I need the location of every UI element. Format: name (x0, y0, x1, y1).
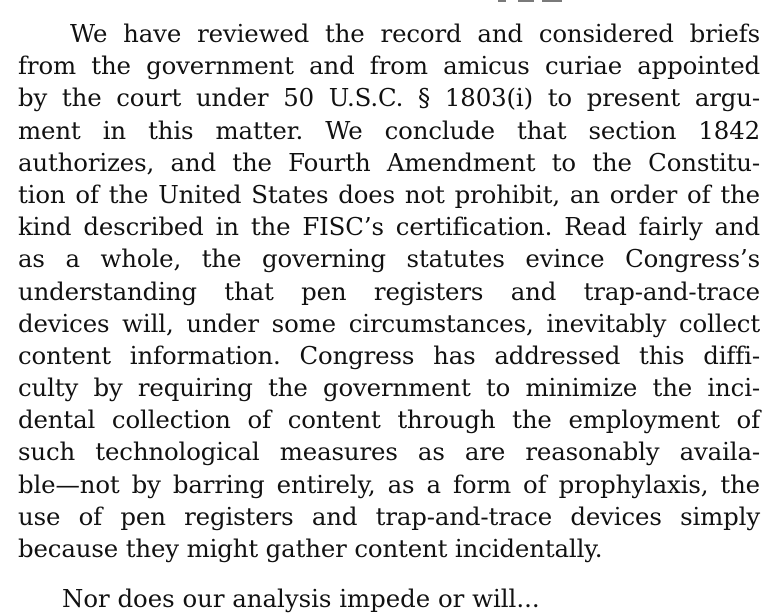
cut-off-top-text (490, 0, 570, 2)
paragraph-line: authorizes, and the Fourth Amendment to the Constitu- (18, 147, 760, 177)
paragraph-line: understanding that pen registers and trap-and-trace (18, 276, 760, 306)
paragraph-line: from the government and from amicus curiae appointed (18, 51, 760, 81)
main-paragraph (18, 18, 760, 565)
paragraph-line: ment in this matter. We conclude that section 1842 (18, 115, 760, 145)
paragraph-line: kind described in the FISC’s certification. Read fairly and (18, 212, 760, 242)
paragraph-line: dental collection of content through the employment of (18, 405, 760, 435)
paragraph-line: content information. Congress has addressed this diffi- (18, 340, 760, 370)
paragraph-line: as a whole, the governing statutes evince Congress’s (18, 244, 760, 274)
next-paragraph-fragment-text: Nor does our analysis impede or will... (62, 584, 540, 613)
paragraph-line: ble—not by barring entirely, as a form of prophylaxis, the (18, 469, 760, 499)
paragraph-line: tion of the United States does not prohibit, an order of the (18, 179, 760, 209)
paragraph-line: We have reviewed the record and considered briefs (70, 19, 760, 48)
paragraph-line: use of pen registers and trap-and-trace devices simply (18, 501, 760, 531)
paragraph-line: because they might gather content incidentally. (18, 534, 603, 563)
paragraph-line: devices will, under some circumstances, inevitably collect (18, 308, 760, 338)
paragraph-line: such technological measures as are reasonably availa- (18, 437, 760, 467)
paragraph-line: culty by requiring the government to minimize the inci- (18, 373, 760, 403)
paragraph-line: by the court under 50 U.S.C. § 1803(i) to present argu- (18, 83, 760, 113)
cut-off-next-paragraph (62, 577, 722, 613)
